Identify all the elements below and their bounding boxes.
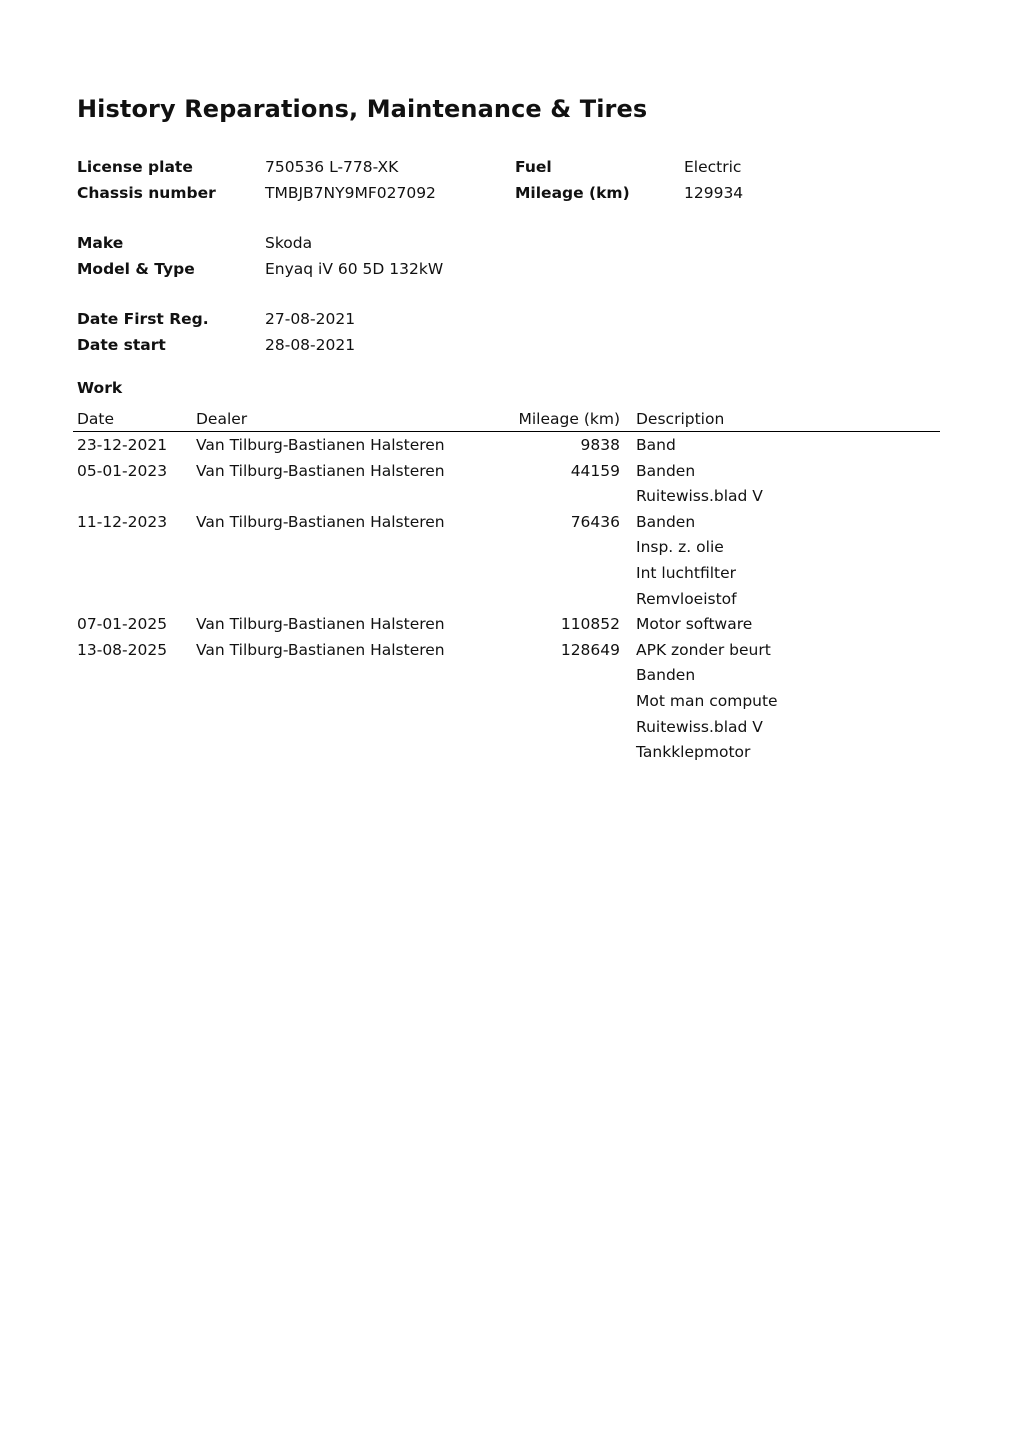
row-dealer: Van Tilburg-Bastianen Halsteren — [196, 512, 445, 531]
table-row — [73, 534, 940, 560]
table-row — [73, 688, 940, 714]
row-date: 11-12-2023 — [77, 512, 168, 531]
row-dealer: Van Tilburg-Bastianen Halsteren — [196, 461, 445, 480]
table-row — [73, 432, 940, 458]
table-row — [73, 509, 940, 535]
mileage-label: Mileage (km) — [515, 184, 630, 202]
fuel-label: Fuel — [515, 158, 552, 176]
work-table-body — [73, 432, 940, 765]
table-row — [73, 739, 940, 765]
row-date: 07-01-2025 — [77, 615, 168, 634]
row-description: Int luchtfilter — [636, 563, 737, 582]
row-description: Ruitewiss.blad V — [636, 487, 763, 506]
row-description: Mot man compute — [636, 691, 778, 710]
row-description: Banden — [636, 512, 696, 531]
row-description: Tankklepmotor — [636, 743, 751, 762]
work-heading: Work — [77, 379, 123, 397]
table-row — [73, 637, 940, 663]
mileage-value: 129934 — [684, 184, 744, 202]
row-date: 13-08-2025 — [77, 640, 168, 659]
license-plate-value: 750536 L-778-XK — [265, 158, 399, 176]
page-title: History Reparations, Maintenance & Tires — [77, 95, 648, 123]
column-header-description: Description — [636, 410, 725, 428]
chassis-label: Chassis number — [77, 184, 216, 202]
row-description: Motor software — [636, 615, 753, 634]
row-description: APK zonder beurt — [636, 640, 771, 659]
make-label: Make — [77, 234, 124, 252]
license-plate-label: License plate — [77, 158, 193, 176]
table-row — [73, 483, 940, 509]
row-mileage: 76436 — [570, 512, 620, 531]
model-value: Enyaq iV 60 5D 132kW — [265, 260, 444, 278]
row-mileage: 9838 — [580, 436, 620, 454]
work-table — [73, 406, 940, 765]
column-header-dealer: Dealer — [196, 410, 248, 428]
row-mileage: 44159 — [570, 461, 620, 480]
row-description: Banden — [636, 666, 696, 685]
date-start-value: 28-08-2021 — [265, 336, 356, 354]
row-description: Ruitewiss.blad V — [636, 717, 763, 736]
row-mileage: 128649 — [560, 640, 620, 659]
column-header-date: Date — [77, 410, 115, 428]
table-row — [73, 458, 940, 484]
table-row — [73, 586, 940, 612]
row-dealer: Van Tilburg-Bastianen Halsteren — [196, 640, 445, 659]
row-description: Remvloeistof — [636, 589, 737, 608]
fuel-value: Electric — [684, 158, 742, 176]
row-mileage: 110852 — [560, 615, 620, 634]
table-row — [73, 662, 940, 688]
first-reg-label: Date First Reg. — [77, 310, 209, 328]
row-description: Insp. z. olie — [636, 538, 724, 557]
date-start-label: Date start — [77, 336, 166, 354]
row-dealer: Van Tilburg-Bastianen Halsteren — [196, 615, 445, 634]
row-date: 05-01-2023 — [77, 461, 168, 480]
first-reg-value: 27-08-2021 — [265, 310, 356, 328]
column-header-mileage: Mileage (km) — [518, 410, 620, 428]
table-row — [73, 714, 940, 740]
row-description: Banden — [636, 461, 696, 480]
chassis-value: TMBJB7NY9MF027092 — [265, 184, 436, 202]
make-value: Skoda — [265, 234, 313, 252]
row-description: Band — [636, 436, 676, 454]
table-row — [73, 560, 940, 586]
row-dealer: Van Tilburg-Bastianen Halsteren — [196, 436, 445, 454]
work-table-header — [73, 406, 940, 432]
model-label: Model & Type — [77, 260, 195, 278]
row-date: 23-12-2021 — [77, 436, 168, 454]
table-row — [73, 611, 940, 637]
